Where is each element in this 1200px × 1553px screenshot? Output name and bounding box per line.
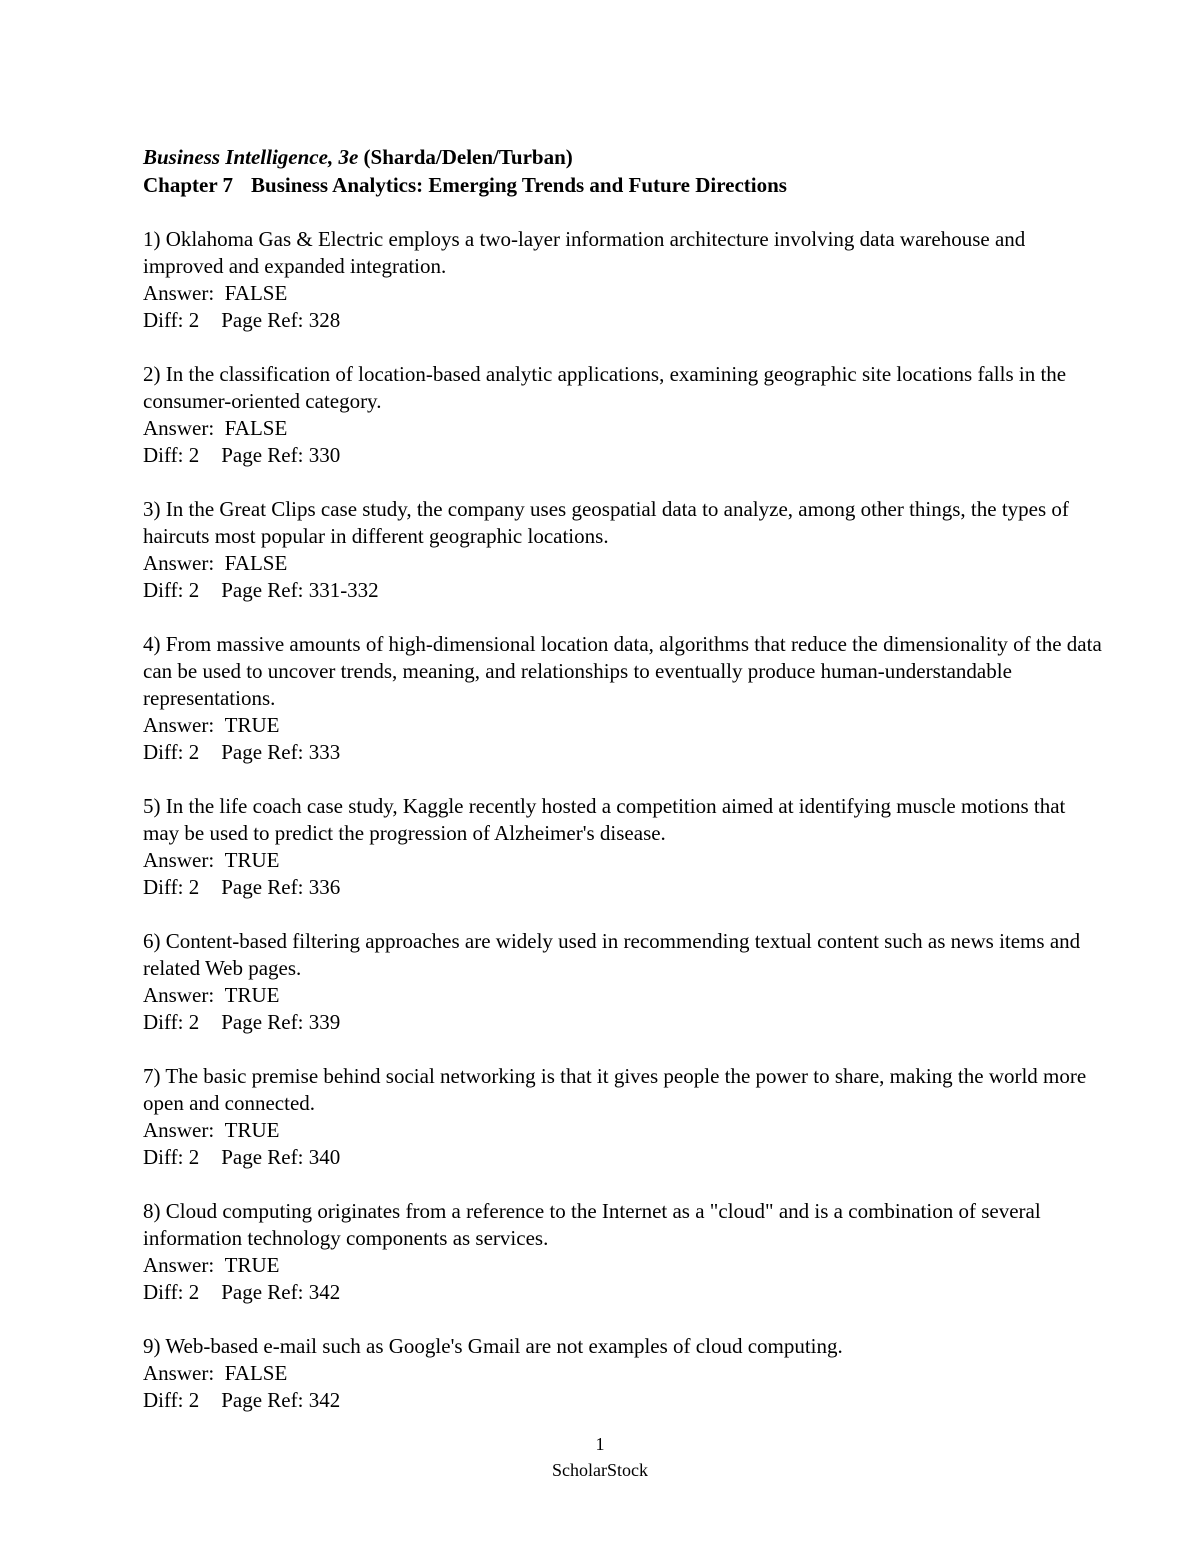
- difficulty-value: 2: [188, 308, 200, 332]
- page-ref-label: Page Ref:: [221, 1010, 304, 1034]
- answer-value: FALSE: [224, 281, 288, 305]
- question-text: 1) Oklahoma Gas & Electric employs a two-layer information architecture involving data warehouse and improved and expanded integration.: [143, 227, 1026, 278]
- difficulty-line: [143, 1387, 1103, 1414]
- page-ref-value: 340: [308, 1145, 341, 1169]
- difficulty-line: [143, 307, 1103, 334]
- question-text: 5) In the life coach case study, Kaggle recently hosted a competition aimed at identifying muscle motions that may be used to predict the progression of Alzheimer's disease.: [143, 794, 1066, 845]
- page-ref: [221, 307, 340, 334]
- book-authors: (Sharda/Delen/Turban): [363, 145, 573, 169]
- page-ref: [221, 1009, 340, 1036]
- difficulty-line: [143, 1009, 1103, 1036]
- question-item: [143, 1198, 1103, 1306]
- answer-value: FALSE: [224, 1361, 288, 1385]
- answer-label: Answer:: [143, 1118, 215, 1142]
- page-ref-label: Page Ref:: [221, 1388, 304, 1412]
- difficulty-label: Diff:: [143, 1145, 184, 1169]
- answer-line: [143, 1252, 1103, 1279]
- page-ref-label: Page Ref:: [221, 578, 304, 602]
- page-ref-value: 342: [308, 1280, 341, 1304]
- chapter-title: Business Analytics: Emerging Trends and Future Directions: [251, 173, 787, 197]
- answer-label: Answer:: [143, 281, 215, 305]
- answer-label: Answer:: [143, 416, 215, 440]
- difficulty-label: Diff:: [143, 740, 184, 764]
- page-ref: [221, 1279, 340, 1306]
- answer-value: FALSE: [224, 416, 288, 440]
- difficulty-value: 2: [188, 578, 200, 602]
- difficulty-line: [143, 442, 1103, 469]
- answer-label: Answer:: [143, 551, 215, 575]
- question-text: 6) Content-based filtering approaches are widely used in recommending textual content such as news items and related Web pages.: [143, 929, 1081, 980]
- question-item: [143, 928, 1103, 1036]
- answer-value: FALSE: [224, 551, 288, 575]
- book-title-line: [143, 143, 1103, 171]
- difficulty-line: [143, 1279, 1103, 1306]
- answer-label: Answer:: [143, 1253, 215, 1277]
- difficulty-value: 2: [188, 1388, 200, 1412]
- answer-line: [143, 847, 1103, 874]
- answer-label: Answer:: [143, 983, 215, 1007]
- difficulty-label: Diff:: [143, 1010, 184, 1034]
- question-text: 4) From massive amounts of high-dimensional location data, algorithms that reduce the dimensionality of the data can be used to uncover trends, meaning, and relationships to eventually produce human-understandable representations.: [143, 632, 1102, 710]
- question-item: [143, 496, 1103, 604]
- page-ref-value: 330: [308, 443, 341, 467]
- difficulty-label: Diff:: [143, 1280, 184, 1304]
- answer-line: [143, 712, 1103, 739]
- difficulty-label: Diff:: [143, 1388, 184, 1412]
- page-ref-value: 328: [308, 308, 341, 332]
- page-ref: [221, 577, 378, 604]
- page-ref-label: Page Ref:: [221, 1280, 304, 1304]
- answer-line: [143, 1117, 1103, 1144]
- difficulty-line: [143, 1144, 1103, 1171]
- difficulty-label: Diff:: [143, 308, 184, 332]
- answer-value: TRUE: [224, 983, 280, 1007]
- book-title: Business Intelligence, 3e: [143, 145, 359, 169]
- difficulty-value: 2: [188, 1280, 200, 1304]
- page-ref: [221, 442, 340, 469]
- question-text: 9) Web-based e-mail such as Google's Gmail are not examples of cloud computing.: [143, 1334, 843, 1358]
- answer-line: [143, 982, 1103, 1009]
- page-ref-label: Page Ref:: [221, 740, 304, 764]
- question-text: 7) The basic premise behind social networking is that it gives people the power to share, making the world more open and connected.: [143, 1064, 1087, 1115]
- answer-line: [143, 1360, 1103, 1387]
- footer-brand: ScholarStock: [552, 1460, 648, 1480]
- page-ref-value: 333: [308, 740, 341, 764]
- page-ref-value: 339: [308, 1010, 341, 1034]
- page-number: 1: [595, 1434, 605, 1454]
- page-ref-label: Page Ref:: [221, 875, 304, 899]
- page-ref: [221, 874, 340, 901]
- answer-line: [143, 280, 1103, 307]
- difficulty-value: 2: [188, 1145, 200, 1169]
- page-content: [143, 143, 1103, 1441]
- answer-label: Answer:: [143, 848, 215, 872]
- difficulty-label: Diff:: [143, 875, 184, 899]
- answer-value: TRUE: [224, 848, 280, 872]
- answer-value: TRUE: [224, 1253, 280, 1277]
- question-item: [143, 1333, 1103, 1414]
- difficulty-label: Diff:: [143, 443, 184, 467]
- difficulty-line: [143, 739, 1103, 766]
- question-item: [143, 631, 1103, 766]
- page-ref-label: Page Ref:: [221, 1145, 304, 1169]
- page-ref: [221, 739, 340, 766]
- answer-value: TRUE: [224, 713, 280, 737]
- page-ref: [221, 1387, 340, 1414]
- chapter-heading: [143, 171, 1103, 199]
- answer-value: TRUE: [224, 1118, 280, 1142]
- difficulty-value: 2: [188, 1010, 200, 1034]
- question-text: 8) Cloud computing originates from a reference to the Internet as a "cloud" and is a combination of several information technology components as services.: [143, 1199, 1041, 1250]
- difficulty-value: 2: [188, 875, 200, 899]
- page-ref-value: 331-332: [308, 578, 379, 602]
- question-item: [143, 793, 1103, 901]
- page-ref-label: Page Ref:: [221, 308, 304, 332]
- page-ref-label: Page Ref:: [221, 443, 304, 467]
- chapter-label: Chapter 7: [143, 173, 234, 197]
- answer-label: Answer:: [143, 713, 215, 737]
- difficulty-value: 2: [188, 740, 200, 764]
- question-text: 3) In the Great Clips case study, the company uses geospatial data to analyze, among other things, the types of haircuts most popular in different geographic locations.: [143, 497, 1069, 548]
- difficulty-line: [143, 874, 1103, 901]
- question-item: [143, 1063, 1103, 1171]
- answer-label: Answer:: [143, 1361, 215, 1385]
- answer-line: [143, 415, 1103, 442]
- page-ref-value: 336: [308, 875, 341, 899]
- difficulty-line: [143, 577, 1103, 604]
- question-list: [143, 226, 1103, 1414]
- page-ref: [221, 1144, 340, 1171]
- question-item: [143, 361, 1103, 469]
- question-text: 2) In the classification of location-based analytic applications, examining geographic site locations falls in the consumer-oriented category.: [143, 362, 1067, 413]
- difficulty-label: Diff:: [143, 578, 184, 602]
- page-ref-value: 342: [308, 1388, 341, 1412]
- difficulty-value: 2: [188, 443, 200, 467]
- answer-line: [143, 550, 1103, 577]
- question-item: [143, 226, 1103, 334]
